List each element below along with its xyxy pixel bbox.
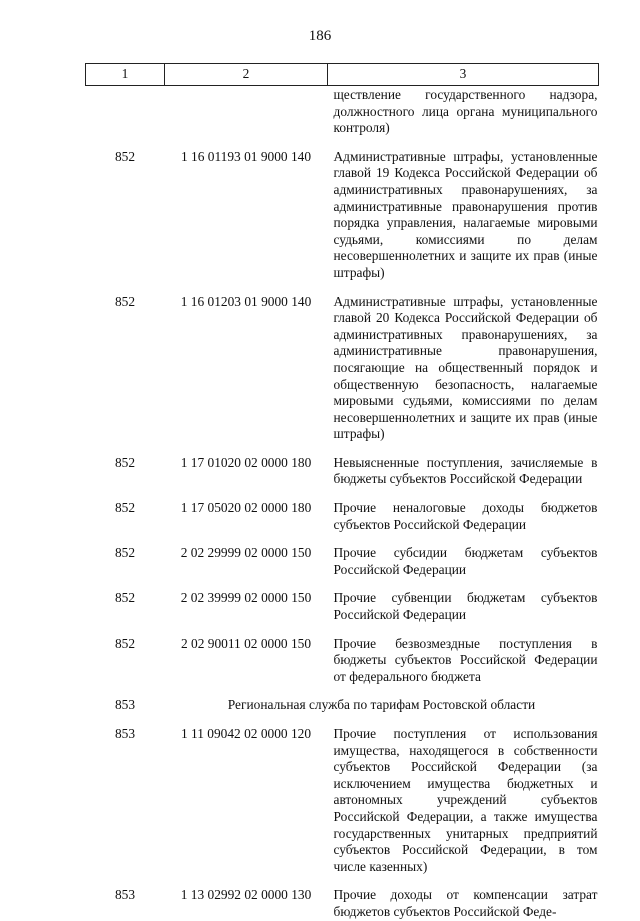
budget-code: 1 13 02992 02 0000 130 [180,887,312,903]
income-description: Прочие субсидии бюджетам субъектов Российской Федерации [333,545,598,577]
admin-code: 853 [114,697,136,713]
table-header-row [86,64,599,86]
continuation-row [86,86,599,137]
admin-code: 852 [114,293,136,309]
budget-code: 1 16 01203 01 9000 140 [180,293,312,309]
admin-code: 853 [114,726,136,741]
table-row [86,624,599,686]
section-header-row [86,685,599,714]
table-row [86,443,599,488]
table-row [86,282,599,443]
table-row [86,137,599,282]
table-row [86,578,599,623]
header-cell-1: 1 [86,64,165,86]
continuation-text: ществление государственного надзора, должностного лица органа муниципального контроля) [333,87,598,136]
budget-code: 1 17 05020 02 0000 180 [180,500,312,516]
admin-code: 852 [114,545,136,561]
table-row [86,714,599,875]
income-description: Невыясненные поступления, зачисляемые в бюджеты субъектов Российской Федерации [333,454,598,487]
table-row [86,488,599,533]
admin-code: 853 [114,887,136,903]
admin-code: 852 [114,500,136,516]
income-description: Прочие поступления от использования имущества, находящегося в собственности субъектов Российской Федерации (за исключением имущества бюджетных и автономных учреждений субъектов Российской Федерации, а также имущества государственных унитарных предприятий субъектов Российской Федерации, в том числе казенных) [333,726,598,874]
budget-code: 1 16 01193 01 9000 140 [180,148,312,164]
budget-code: 1 11 09042 02 0000 120 [180,726,312,741]
budget-code: 2 02 39999 02 0000 150 [180,590,312,606]
admin-code: 852 [114,590,136,606]
table-row [86,533,599,578]
budget-code: 2 02 29999 02 0000 150 [180,545,312,561]
income-description: Административные штрафы, установленные главой 19 Кодекса Российской Федерации об административных правонарушениях, за административные правонарушения против порядка управления, налагаемые мировыми судьями, комиссиями по делам несовершеннолетних и защите их прав (иные штрафы) [333,148,598,280]
income-description: Прочие безвозмездные поступления в бюджеты субъектов Российской Федерации от федерального бюджета [333,635,598,684]
header-cell-2: 2 [165,64,328,86]
admin-code: 852 [114,148,136,164]
table-row [86,875,599,920]
budget-code: 1 17 01020 02 0000 180 [180,454,312,470]
budget-codes-table [85,63,599,921]
income-description: Прочие доходы от компенсации затрат бюджетов субъектов Российской Феде- [333,887,598,919]
header-cell-3: 3 [328,64,599,86]
page-number: 186 [308,28,332,44]
income-description: Прочие субвенции бюджетам субъектов Российской Федерации [333,590,598,623]
admin-code: 852 [114,454,136,470]
section-title: Региональная служба по тарифам Ростовской области [227,697,536,713]
income-description: Административные штрафы, установленные главой 20 Кодекса Российской Федерации об административных правонарушениях, за административные правонарушения, посягающие на общественный порядок и общественную безопасность, налагаемые мировыми судьями, комиссиями по делам несовершеннолетних и защите их прав (иные штрафы) [333,293,598,442]
budget-code: 2 02 90011 02 0000 150 [180,635,312,651]
income-description: Прочие неналоговые доходы бюджетов субъектов Российской Федерации [333,500,598,532]
admin-code: 852 [114,635,136,651]
